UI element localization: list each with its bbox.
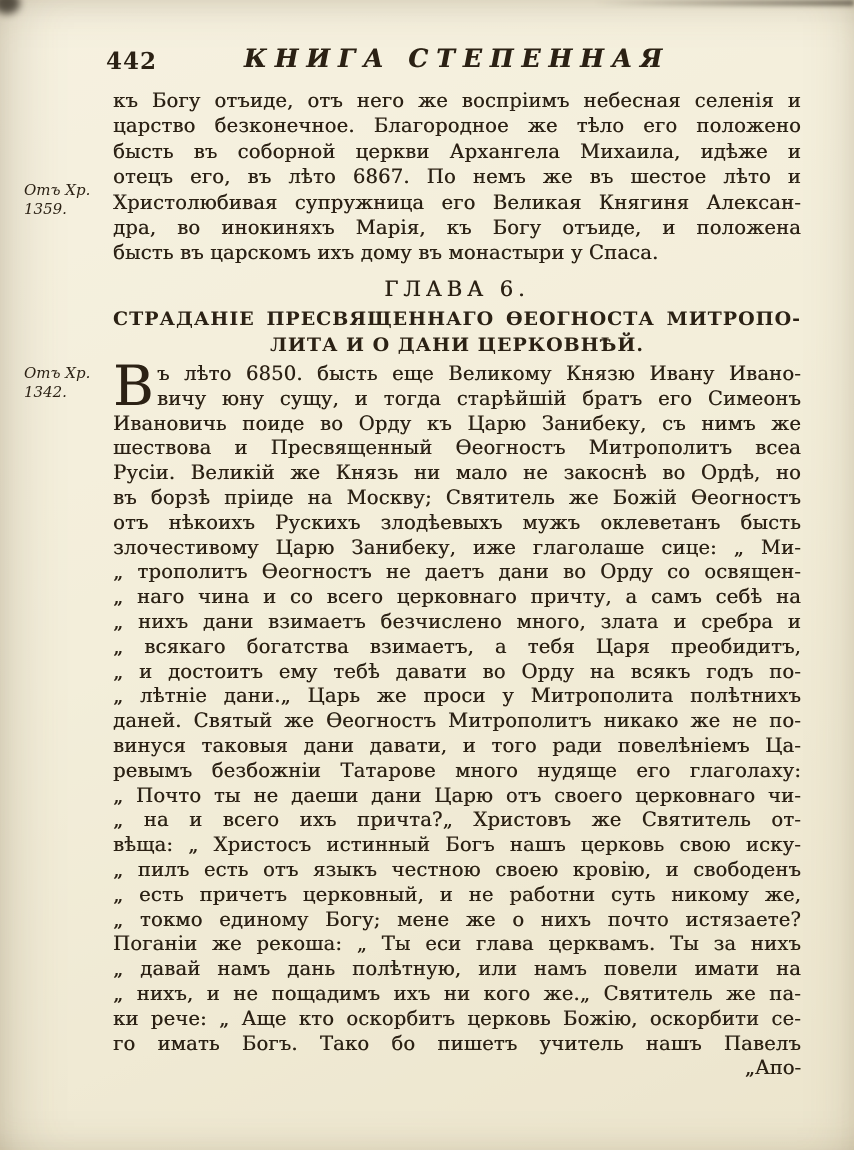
text-line: „ на и всего ихъ причта?„ Христовъ же Святитель от- — [113, 808, 801, 832]
page-number: 442 — [106, 48, 158, 75]
text-line: въ борзѣ пріиде на Москву; Святитель же Божій Ѳеогностъ — [113, 485, 801, 509]
text-line: „ давай намъ дань полѣтную, или намъ повели имати на — [113, 957, 801, 981]
margin-note-year-1359 — [24, 181, 108, 219]
text-line: „ нихъ дани взимаетъ безчислено много, злата и сребра и — [113, 609, 801, 633]
chapter-title-line: ЛИТА И О ДАНИ ЦЕРКОВНѢЙ. — [270, 334, 644, 356]
text-line: къ Богу отъиде, отъ него же воспріимъ небесная селенія и — [113, 89, 801, 112]
text-line: шествова и Пресвященный Ѳеогностъ Митрополитъ всеа — [113, 436, 801, 460]
chapter-heading — [113, 276, 801, 358]
text-line: ревымъ безбожніи Татарове много нудяще его глаголаху: — [113, 758, 801, 782]
margin-note-label: Отъ Хр. — [24, 364, 91, 382]
drop-cap: В — [113, 354, 154, 418]
text-line: отъ нѣкоихъ Рускихъ злодѣевыхъ мужъ оклеветанъ бысть — [113, 510, 801, 534]
text-line: винуся таковыя дани давати, и того ради повелѣніемъ Ца- — [113, 733, 801, 757]
chapter-number: ГЛАВА 6. — [384, 277, 530, 301]
running-title: КНИГА СТЕПЕННАЯ — [243, 44, 671, 73]
text-line: злочестивому Царю Занибеку, иже глаголаше сице: „ Ми- — [113, 535, 801, 559]
text-line: „ пилъ есть отъ языкъ честною своею кровію, и свободенъ — [113, 857, 801, 881]
text-line: даней. Святый же Ѳеогностъ Митрополитъ никако же не по- — [113, 709, 801, 733]
text-line: „ нихъ, и не пощадимъ ихъ ни кого же.„ Святитель же па- — [113, 981, 801, 1005]
text-line: „ наго чина и со всего церковнаго причту, а самъ себѣ на — [113, 585, 801, 609]
text-line: ъ лѣто 6850. бысть еще Великому Князю Ивану Ивано- — [157, 362, 801, 385]
chapter-title-line: СТРАДАНІЕ ПРЕСВЯЩЕННАГО ѲЕОГНОСТА МИТРОПО- — [113, 308, 801, 330]
text-line: Ивановичь поиде во Орду къ Царю Занибеку, съ нимъ же — [113, 411, 801, 435]
text-line: „ всякаго богатства взимаетъ, а тебя Царя преобидитъ, — [113, 634, 801, 658]
text-line: вѣща: „ Христосъ истинный Богъ нашъ церковь свою иску- — [113, 833, 801, 857]
margin-note-label: Отъ Хр. — [24, 181, 91, 199]
text-line: „ и достоитъ ему тебѣ давати во Орду на всякъ годъ по- — [113, 659, 801, 683]
margin-note-year-1342 — [24, 364, 108, 402]
text-line: бысть въ соборной церкви Архангела Михаила, идѣже и — [113, 139, 801, 163]
text-line: бысть въ царскомъ ихъ дому въ монастыри у Спаса. — [113, 241, 659, 265]
text-line: „ Почто ты не даеши дани Царю отъ своего церковнаго чи- — [113, 783, 801, 807]
text-line: „ трополитъ Ѳеогностъ не даетъ дани во Орду со освящен- — [113, 560, 801, 584]
corner-smudge — [0, 0, 20, 14]
text-line: го имать Богъ. Тако бо пишетъ учитель нашъ Павелъ — [113, 1031, 801, 1055]
text-line: Христолюбивая супружница его Великая Княгиня Алексан- — [113, 190, 801, 214]
text-line: отецъ его, въ лѣто 6867. По немъ же въ шестое лѣто и — [113, 165, 801, 189]
text-line: вичу юну сущу, и тогда старѣйшій братъ его Симеонъ — [157, 386, 801, 410]
text-line: Русіи. Великій же Князь ни мало не закоснѣ во Ордѣ, но — [113, 461, 801, 485]
text-line: „ лѣтніе дани.„ Царь же проси у Митрополита полѣтнихъ — [113, 684, 801, 708]
margin-note-year: 1342. — [24, 383, 67, 401]
text-line: ки рече: „ Аще кто оскорбитъ церковь Божію, оскорбити се- — [113, 1006, 801, 1030]
paragraph-continued — [113, 88, 801, 266]
paragraph-main — [113, 354, 801, 1056]
text-line: дра, во инокиняхъ Марія, къ Богу отъиде, и положена — [113, 216, 801, 240]
text-line: „ токмо единому Богу; мене же о нихъ почто истязаете? — [113, 907, 801, 931]
catchword: „Апо- — [744, 1056, 801, 1079]
page-edge-shadow — [594, 0, 854, 6]
text-line: „ есть причетъ церковный, и не работни суть никому же, — [113, 882, 801, 906]
text-line: Поганіи же рекоша: „ Ты еси глава церквамъ. Ты за нихъ — [113, 932, 801, 956]
margin-note-year: 1359. — [24, 200, 67, 218]
text-line: царство безконечное. Благородное же тѣло его положено — [113, 114, 801, 138]
